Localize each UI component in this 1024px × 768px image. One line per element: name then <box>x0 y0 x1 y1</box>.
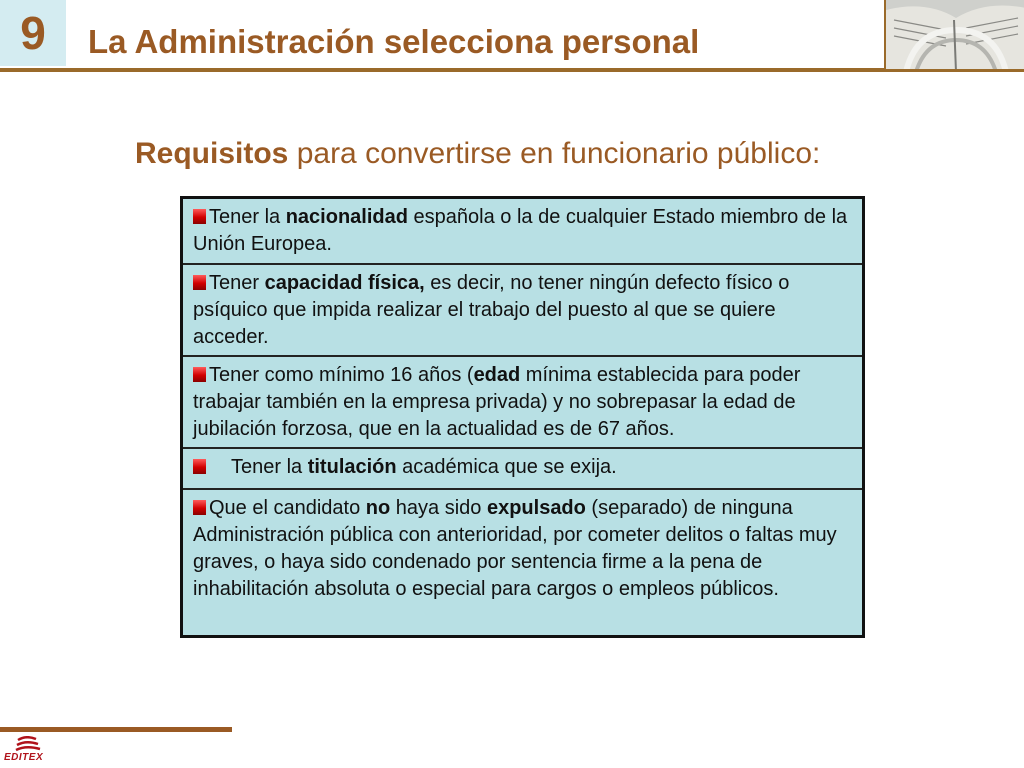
requirement-row <box>183 357 862 449</box>
chapter-number: 9 <box>20 7 46 59</box>
requirement-text: española o la de cualquier Estado miembro de la Unión Europea. <box>193 206 848 255</box>
requirement-keyword: capacidad física, <box>264 272 425 294</box>
red-square-bullet-icon <box>193 459 206 474</box>
requirement-keyword: expulsado <box>486 497 586 519</box>
requirement-row <box>183 449 862 490</box>
requirement-text: Tener la <box>231 456 308 478</box>
requirement-text: Tener como mínimo 16 años ( <box>209 364 474 386</box>
requirement-keyword: titulación <box>307 456 397 478</box>
red-square-bullet-icon <box>193 209 206 224</box>
requirement-keyword: no <box>365 497 391 519</box>
subtitle-bold: Requisitos <box>135 137 289 170</box>
requirement-text: Tener <box>209 272 265 294</box>
requirement-text: mínima establecida para poder trabajar también en la empresa privada) y no sobrepasar la edad de jubilación forzosa, que en la actualidad es de 67 años. <box>193 364 801 440</box>
requirement-text: haya sido <box>390 497 487 519</box>
subtitle-text: para convertirse en funcionario público: <box>288 137 821 170</box>
footer-divider <box>0 727 232 732</box>
editex-logo-icon <box>14 736 44 752</box>
header-photo <box>884 0 1024 72</box>
editex-logo <box>4 736 64 764</box>
red-square-bullet-icon <box>193 500 206 515</box>
requirement-text: es decir, no tener ningún defecto físico o psíquico que impida realizar el trabajo del puesto al que se quiere acceder. <box>193 272 790 348</box>
requirements-table <box>180 196 865 638</box>
page-title: La Administración selecciona personal <box>88 23 700 60</box>
requirement-row <box>183 265 862 357</box>
requirement-text: (separado) de ninguna Administración pública con anterioridad, por cometer delitos o faltas muy graves, o haya sido condenado por sentencia firme a la pena de inhabilitación absoluta o especial para cargos o empleos públicos. <box>193 497 837 600</box>
red-square-bullet-icon <box>193 367 206 382</box>
requirement-row <box>183 490 862 635</box>
section-subtitle <box>135 136 820 172</box>
requirement-text: académica que se exija. <box>396 456 617 478</box>
chapter-badge <box>0 0 66 66</box>
open-book-photo <box>886 0 1024 72</box>
requirement-text: Que el candidato <box>209 497 366 519</box>
requirement-keyword: edad <box>473 364 521 386</box>
red-square-bullet-icon <box>193 275 206 290</box>
logo-text: EDITEX <box>4 752 44 763</box>
requirement-text: Tener la <box>209 206 286 228</box>
requirement-row <box>183 199 862 265</box>
header-divider <box>0 68 884 72</box>
requirement-keyword: nacionalidad <box>285 206 408 228</box>
